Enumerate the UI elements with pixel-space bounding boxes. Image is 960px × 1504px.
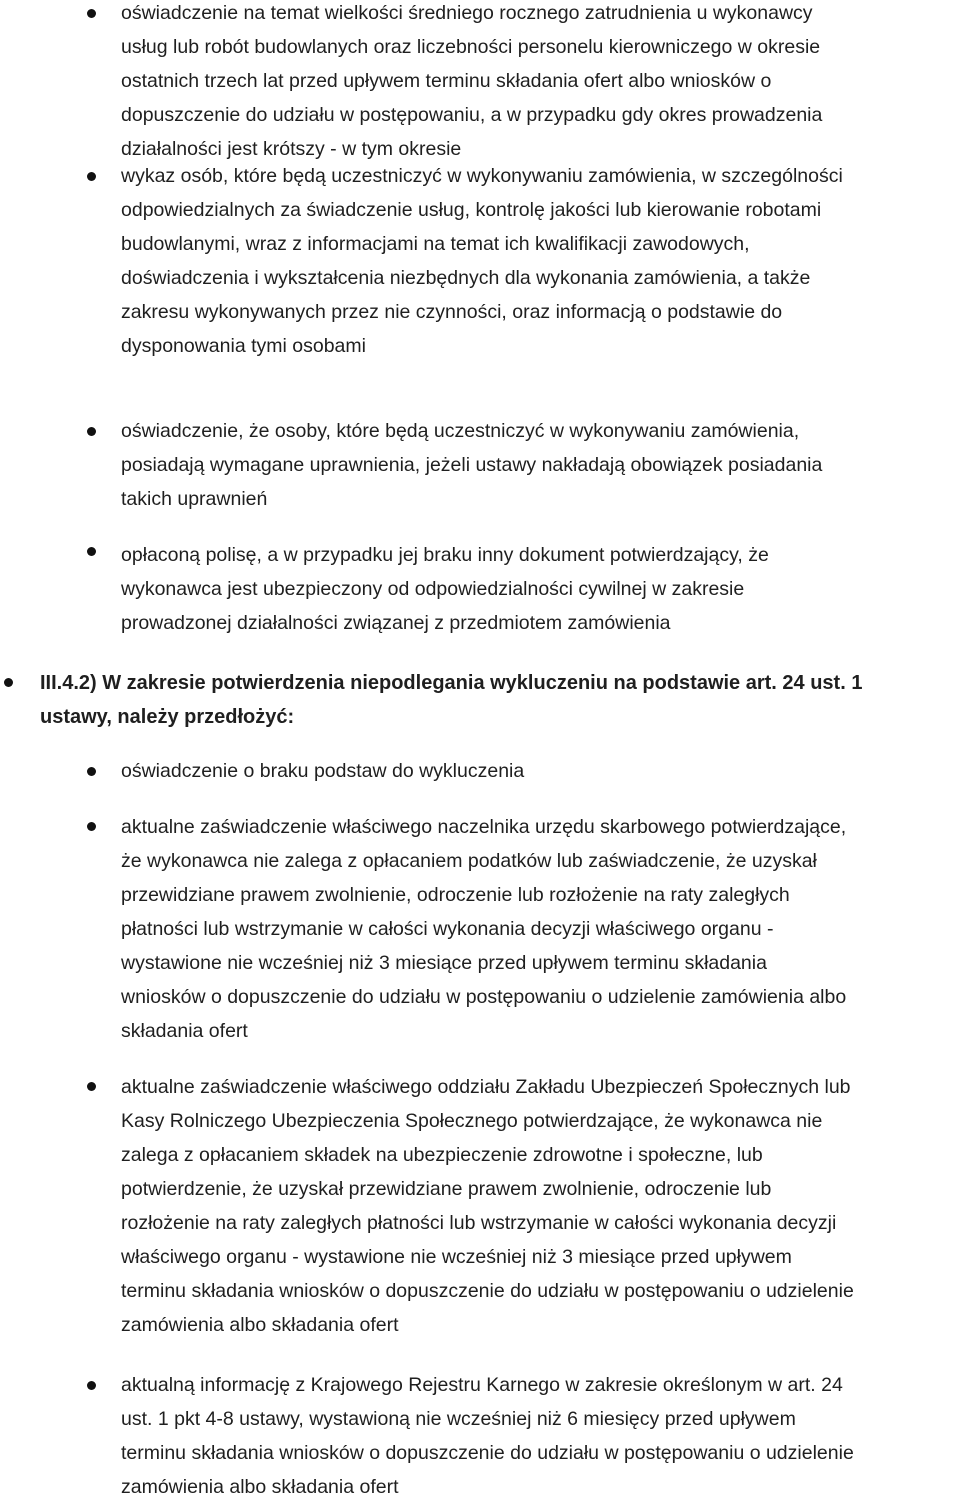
list-item <box>121 754 960 788</box>
text-line: terminu składania wniosków o dopuszczenie do udziału w postępowaniu o udzielenie <box>121 1280 854 1302</box>
text-line: wykonawca jest ubezpieczony od odpowiedzialności cywilnej w zakresie <box>121 578 745 600</box>
bullet-icon <box>87 1381 96 1390</box>
text-line: budowlanymi, wraz z informacjami na temat ich kwalifikacji zawodowych, <box>121 233 750 255</box>
list-item <box>121 810 960 1048</box>
bullet-icon <box>87 427 96 436</box>
text-line: właściwego organu - wystawione nie wcześniej niż 3 miesiące przed upływem <box>121 1246 792 1268</box>
text-line: dopuszczenie do udziału w postępowaniu, a w przypadku gdy okres prowadzenia <box>121 104 823 126</box>
text-line: zamówienia albo składania ofert <box>121 1314 399 1336</box>
text-line: zakresu wykonywanych przez nie czynności, oraz informacją o podstawie do <box>121 301 783 323</box>
bullet-icon <box>87 767 96 776</box>
section-heading <box>40 666 960 734</box>
text-line: opłaconą polisę, a w przypadku jej braku inny dokument potwierdzający, że <box>121 544 769 566</box>
text-line: wystawione nie wcześniej niż 3 miesiące przed upływem terminu składania <box>121 952 767 974</box>
text-line: doświadczenia i wykształcenia niezbędnych dla wykonania zamówienia, a także <box>121 267 811 289</box>
heading-line: ustawy, należy przedłożyć: <box>40 706 295 728</box>
text-line: wykaz osób, które będą uczestniczyć w wykonywaniu zamówienia, w szczególności <box>121 165 843 187</box>
text-line: aktualne zaświadczenie właściwego oddziału Zakładu Ubezpieczeń Społecznych lub <box>121 1076 851 1098</box>
bullet-icon <box>87 1082 96 1091</box>
list-item <box>121 1368 960 1504</box>
text-line: aktualne zaświadczenie właściwego naczelnika urzędu skarbowego potwierdzające, <box>121 816 847 838</box>
list-item <box>121 414 960 516</box>
text-line: zalega z opłacaniem składek na ubezpieczenie zdrowotne i społeczne, lub <box>121 1144 763 1166</box>
text-line: aktualną informację z Krajowego Rejestru Karnego w zakresie określonym w art. 24 <box>121 1374 843 1396</box>
bullet-icon <box>4 678 13 687</box>
text-line: zamówienia albo składania ofert <box>121 1476 399 1498</box>
text-line: dysponowania tymi osobami <box>121 335 366 357</box>
text-line: działalności jest krótszy - w tym okresie <box>121 138 462 160</box>
text-line: odpowiedzialnych za świadczenie usług, kontrolę jakości lub kierowanie robotami <box>121 199 822 221</box>
text-line: potwierdzenie, że uzyskał przewidziane prawem zwolnienie, odroczenie lub <box>121 1178 772 1200</box>
text-line: Kasy Rolniczego Ubezpieczenia Społecznego potwierdzające, że wykonawca nie <box>121 1110 823 1132</box>
text-line: ostatnich trzech lat przed upływem terminu składania ofert albo wniosków o <box>121 70 772 92</box>
heading-line: III.4.2) W zakresie potwierdzenia niepodlegania wykluczeniu na podstawie art. 24 ust. 1 <box>40 672 863 694</box>
text-line: przewidziane prawem zwolnienie, odroczenie lub rozłożenie na raty zaległych <box>121 884 790 906</box>
text-line: oświadczenie, że osoby, które będą uczestniczyć w wykonywaniu zamówienia, <box>121 420 800 442</box>
text-line: prowadzonej działalności związanej z przedmiotem zamówienia <box>121 612 671 634</box>
text-line: oświadczenie na temat wielkości średniego rocznego zatrudnienia u wykonawcy <box>121 2 813 24</box>
text-line: usług lub robót budowlanych oraz liczebności personelu kierowniczego w okresie <box>121 36 821 58</box>
text-line: że wykonawca nie zalega z opłacaniem podatków lub zaświadczenie, że uzyskał <box>121 850 817 872</box>
text-line: rozłożenie na raty zaległych płatności lub wstrzymanie w całości wykonania decyzji <box>121 1212 837 1234</box>
list-item <box>121 159 960 363</box>
bullet-icon <box>87 822 96 831</box>
list-item <box>121 538 960 640</box>
text-line: płatności lub wstrzymanie w całości wykonania decyzji właściwego organu - <box>121 918 774 940</box>
text-line: wniosków o dopuszczenie do udziału w postępowaniu o udzielenie zamówienia albo <box>121 986 847 1008</box>
text-line: składania ofert <box>121 1020 248 1042</box>
list-item <box>121 1070 960 1342</box>
text-line: ust. 1 pkt 4-8 ustawy, wystawioną nie wcześniej niż 6 miesięcy przed upływem <box>121 1408 796 1430</box>
bullet-icon <box>87 9 96 18</box>
text-line: oświadczenie o braku podstaw do wykluczenia <box>121 760 525 782</box>
text-line: posiadają wymagane uprawnienia, jeżeli ustawy nakładają obowiązek posiadania <box>121 454 823 476</box>
text-line: takich uprawnień <box>121 488 268 510</box>
bullet-icon <box>87 172 96 181</box>
list-item <box>121 0 960 166</box>
bullet-icon <box>87 547 96 556</box>
text-line: terminu składania wniosków o dopuszczenie do udziału w postępowaniu o udzielenie <box>121 1442 854 1464</box>
